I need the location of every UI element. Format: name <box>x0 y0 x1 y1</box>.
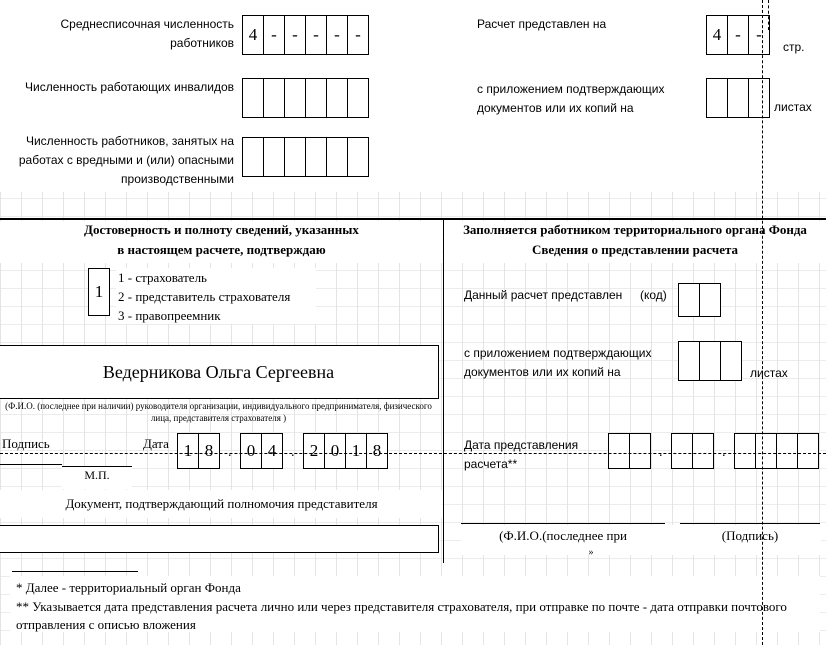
submission-separator-1: . <box>659 445 663 460</box>
submission-year-cells-cell-4[interactable] <box>797 433 819 469</box>
right-attachments-cells[interactable] <box>678 341 742 381</box>
submitted-label: Данный расчет представлен <box>464 288 623 302</box>
column-divider <box>443 218 444 563</box>
left-heading-line1: Достоверность и полноту сведений, указанных <box>84 222 359 237</box>
right-attachments-cells-cell-2[interactable] <box>699 341 721 381</box>
avg-headcount-cells-cell-3[interactable]: - <box>284 15 306 55</box>
date-day-cells-cell-1[interactable]: 1 <box>177 433 199 469</box>
submission-day-cells[interactable] <box>608 433 651 469</box>
top-attachments-cells[interactable] <box>706 78 770 118</box>
fio-caption-tail: » <box>588 547 594 558</box>
submission-year-cells-cell-2[interactable] <box>755 433 777 469</box>
submission-date-label: Дата представления расчета** <box>464 438 579 471</box>
hazardous-cells-cell-3[interactable] <box>284 137 306 177</box>
signature-caption: (Подпись) <box>721 528 779 543</box>
disabled-cells[interactable] <box>242 78 369 118</box>
date-year-cells-cell-1[interactable]: 2 <box>303 433 325 469</box>
date-year-cells-cell-2[interactable]: 0 <box>324 433 346 469</box>
pages-unit: стр. <box>783 40 805 54</box>
disabled-cells-cell-6[interactable] <box>347 78 369 118</box>
avg-headcount-cells-cell-1[interactable]: 4 <box>242 15 264 55</box>
right-heading-line2: Сведения о представлении расчета <box>531 242 739 257</box>
signer-option-2: 2 - представитель страхователя <box>118 289 291 304</box>
page-break-vertical-2 <box>768 0 769 30</box>
avg-headcount-cells-cell-4[interactable]: - <box>305 15 327 55</box>
date-year-cells[interactable] <box>303 433 388 469</box>
submission-day-cells-cell-2[interactable] <box>629 433 651 469</box>
right-attachments-cells-cell-3[interactable] <box>720 341 742 381</box>
full-name-value: Ведерникова Ольга Сергеевна <box>102 361 335 382</box>
right-heading-line1: Заполняется работником территориального органа Фонда <box>463 222 807 237</box>
pages-cells-cell-3[interactable]: - <box>748 15 770 55</box>
submission-month-cells[interactable] <box>671 433 714 469</box>
footnote-rule <box>12 571 138 572</box>
pages-cells-cell-2[interactable]: - <box>727 15 749 55</box>
section-separator <box>0 218 826 220</box>
date-label: Дата <box>143 436 169 451</box>
top-attachments-unit: листах <box>774 100 812 114</box>
date-month-cells-cell-2[interactable]: 4 <box>261 433 283 469</box>
disabled-label: Численность работающих инвалидов <box>25 80 234 94</box>
date-day-cells[interactable] <box>177 433 220 469</box>
top-attachments-cells-cell-3[interactable] <box>748 78 770 118</box>
disabled-cells-cell-3[interactable] <box>284 78 306 118</box>
date-separator-2: . <box>291 445 295 460</box>
date-day-cells-cell-2[interactable]: 8 <box>198 433 220 469</box>
date-month-cells[interactable] <box>240 433 283 469</box>
left-heading-line2: в настоящем расчете, подтверждаю <box>117 242 326 257</box>
pages-cells[interactable] <box>706 15 770 55</box>
right-attachments-unit: листах <box>750 366 788 380</box>
hazardous-cells-cell-2[interactable] <box>263 137 285 177</box>
pages-cells-cell-1[interactable]: 4 <box>706 15 728 55</box>
hazardous-cells-cell-1[interactable] <box>242 137 264 177</box>
submission-month-cells-cell-1[interactable] <box>671 433 693 469</box>
hazardous-label: Численность работников, занятых на работах с вредными и (или) опасными производственными <box>18 134 234 186</box>
submission-month-cells-cell-2[interactable] <box>692 433 714 469</box>
authority-doc-field[interactable] <box>0 525 439 553</box>
date-separator-1: . <box>228 445 232 460</box>
signature-line <box>0 464 62 465</box>
hazardous-cells-cell-5[interactable] <box>326 137 348 177</box>
full-name-caption: (Ф.И.О. (последнее при наличии) руководителя организации, индивидуального предпринимателя, физического лица, представителя страхователя ) <box>5 401 432 423</box>
page-break-horizontal <box>0 453 826 454</box>
fio-caption: (Ф.И.О.(последнее при <box>499 528 627 543</box>
code-label: (код) <box>640 288 667 302</box>
fio-line <box>461 523 665 524</box>
signature-label: Подпись <box>2 436 50 451</box>
submission-year-cells-cell-3[interactable] <box>776 433 798 469</box>
pages-label: Расчет представлен на <box>477 17 607 31</box>
signer-code[interactable]: 1 <box>88 268 110 316</box>
full-name-box[interactable] <box>0 345 439 399</box>
avg-headcount-label: Среднесписочная численность работников <box>60 17 234 50</box>
authority-doc-label: Документ, подтверждающий полномочия представителя <box>65 496 378 511</box>
stamp-label: М.П. <box>84 468 110 482</box>
submission-separator-2: . <box>722 445 726 460</box>
submission-year-cells-cell-1[interactable] <box>734 433 756 469</box>
hazardous-cells-cell-6[interactable] <box>347 137 369 177</box>
code-cells[interactable] <box>678 283 721 317</box>
disabled-cells-cell-5[interactable] <box>326 78 348 118</box>
avg-headcount-cells[interactable] <box>242 15 369 55</box>
right-attachments-cells-cell-1[interactable] <box>678 341 700 381</box>
submission-day-cells-cell-1[interactable] <box>608 433 630 469</box>
footnote-1: * Далее - территориальный орган Фонда <box>16 580 241 595</box>
page-break-vertical <box>762 0 763 645</box>
disabled-cells-cell-4[interactable] <box>305 78 327 118</box>
date-year-cells-cell-4[interactable]: 8 <box>366 433 388 469</box>
top-attachments-cells-cell-1[interactable] <box>706 78 728 118</box>
right-attachments-label: с приложением подтверждающих документов или их копий на <box>464 346 652 379</box>
code-cells-cell-1[interactable] <box>678 283 700 317</box>
signer-code-cell[interactable] <box>88 268 110 316</box>
avg-headcount-cells-cell-5[interactable]: - <box>326 15 348 55</box>
hazardous-cells-cell-4[interactable] <box>305 137 327 177</box>
date-year-cells-cell-3[interactable]: 1 <box>345 433 367 469</box>
hazardous-cells[interactable] <box>242 137 369 177</box>
disabled-cells-cell-2[interactable] <box>263 78 285 118</box>
avg-headcount-cells-cell-6[interactable]: - <box>347 15 369 55</box>
code-cells-cell-2[interactable] <box>699 283 721 317</box>
disabled-cells-cell-1[interactable] <box>242 78 264 118</box>
top-attachments-cells-cell-2[interactable] <box>727 78 749 118</box>
avg-headcount-cells-cell-2[interactable]: - <box>263 15 285 55</box>
submission-year-cells[interactable] <box>734 433 819 469</box>
signer-option-1: 1 - страхователь <box>118 270 207 285</box>
date-month-cells-cell-1[interactable]: 0 <box>240 433 262 469</box>
signature-right-line <box>680 523 820 524</box>
footnote-2: ** Указывается дата представления расчета лично или через представителя страхователя, при отправке по почте - дата отправки почтового отправления с описью вложения <box>16 599 787 632</box>
top-attachments-label: с приложением подтверждающих документов или их копий на <box>477 82 665 115</box>
signer-option-3: 3 - правопреемник <box>118 308 221 323</box>
